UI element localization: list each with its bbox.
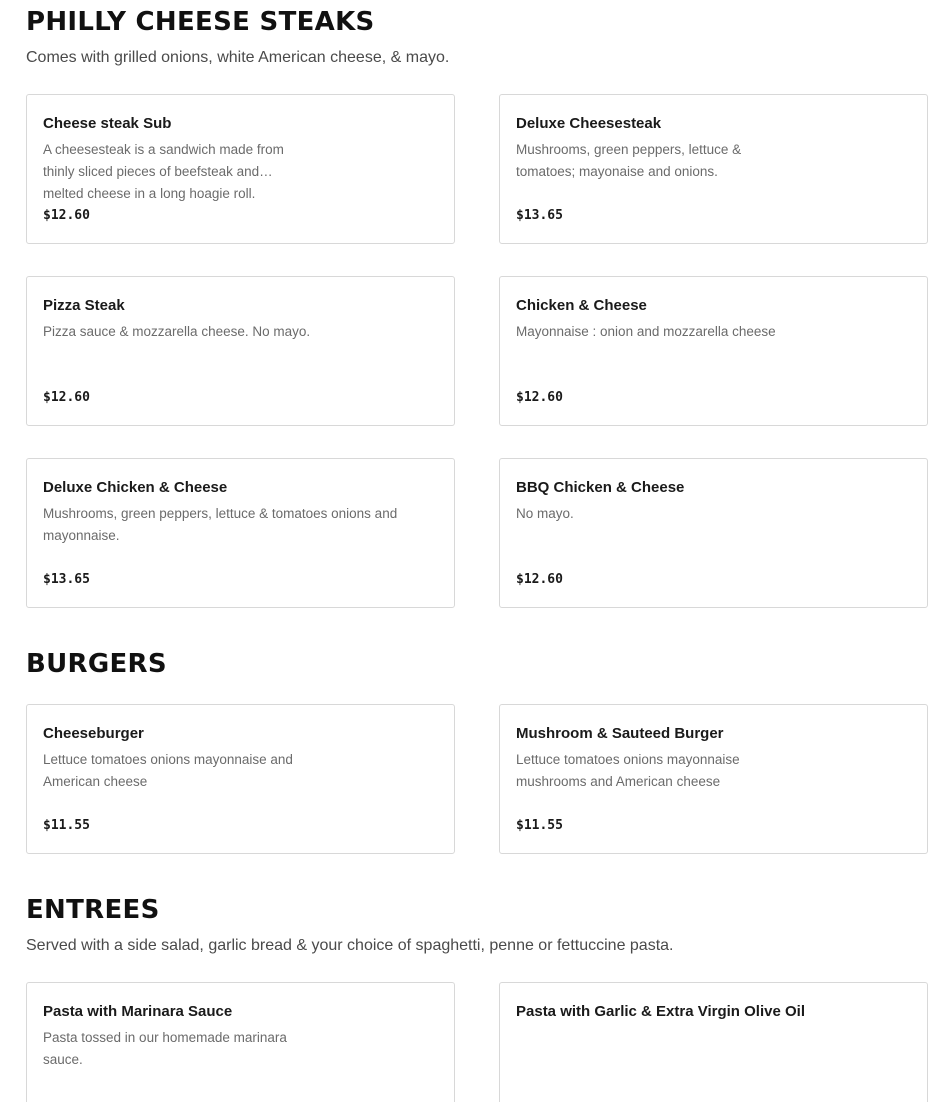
menu-item-card-chicken-and-cheese[interactable] [499,276,928,426]
section-subtitle-philly-cheese-steaks: Comes with grilled onions, white American cheese, & mayo. [26,49,450,66]
menu-item-price: $12.60 [43,390,90,405]
menu-item-price: $13.65 [516,208,563,223]
menu-item-price: $11.55 [516,818,563,833]
menu-item-description: Lettuce tomatoes onions mayonnaise mushrooms and American cheese [516,752,740,789]
menu-item-card-pasta-marinara[interactable] [26,982,455,1102]
menu-item-name: Cheese steak Sub [43,115,172,132]
menu-item-price: $11.55 [43,818,90,833]
menu-item-description: Pasta tossed in our homemade marinara sauce. [43,1030,287,1067]
menu-item-name: BBQ Chicken & Cheese [516,479,685,496]
menu-item-name: Cheeseburger [43,725,144,742]
menu-item-description: Lettuce tomatoes onions mayonnaise and American cheese [43,752,293,789]
menu-item-description: Mayonnaise : onion and mozzarella cheese [516,324,776,339]
menu-item-card-cheeseburger[interactable] [26,704,455,854]
section-subtitle-entrees: Served with a side salad, garlic bread & your choice of spaghetti, penne or fettuccine pasta. [26,937,674,954]
menu-item-card-deluxe-chicken-and-cheese[interactable] [26,458,455,608]
menu-item-price: $13.65 [43,572,90,587]
menu-item-description: Mushrooms, green peppers, lettuce & tomatoes onions and mayonnaise. [43,506,398,543]
menu-item-description: No mayo. [516,506,574,521]
section-title-entrees: ENTREES [26,895,160,925]
menu-item-card-pizza-steak[interactable] [26,276,455,426]
menu-item-name: Deluxe Cheesesteak [516,115,662,132]
menu-item-card-pasta-garlic-olive-oil[interactable] [499,982,928,1102]
menu-item-name: Pizza Steak [43,297,125,314]
menu-item-description: A cheesesteak is a sandwich made from thinly sliced pieces of beefsteak and melted cheese in a long hoagie roll. [43,142,284,201]
section-title-philly-cheese-steaks: PHILLY CHEESE STEAKS [26,7,375,37]
menu-item-price: $12.60 [43,208,90,223]
menu-item-card-bbq-chicken-and-cheese[interactable] [499,458,928,608]
menu-item-card-cheese-steak-sub[interactable] [26,94,455,244]
menu-item-name: Deluxe Chicken & Cheese [43,479,228,496]
menu-item-price: $12.60 [516,390,563,405]
menu-item-price: $12.60 [516,572,563,587]
menu-item-name: Mushroom & Sauteed Burger [516,725,724,742]
menu-item-description: Mushrooms, green peppers, lettuce & tomatoes; mayonaise and onions. [516,142,742,179]
menu-item-name: Chicken & Cheese [516,297,647,314]
menu-item-card-deluxe-cheesesteak[interactable] [499,94,928,244]
menu-item-name: Pasta with Marinara Sauce [43,1003,233,1020]
section-title-burgers: BURGERS [26,649,167,679]
menu-item-card-mushroom-sauteed-burger[interactable] [499,704,928,854]
menu-item-description: Pizza sauce & mozzarella cheese. No mayo. [43,324,311,339]
menu-item-name: Pasta with Garlic & Extra Virgin Olive Oil [516,1003,805,1020]
